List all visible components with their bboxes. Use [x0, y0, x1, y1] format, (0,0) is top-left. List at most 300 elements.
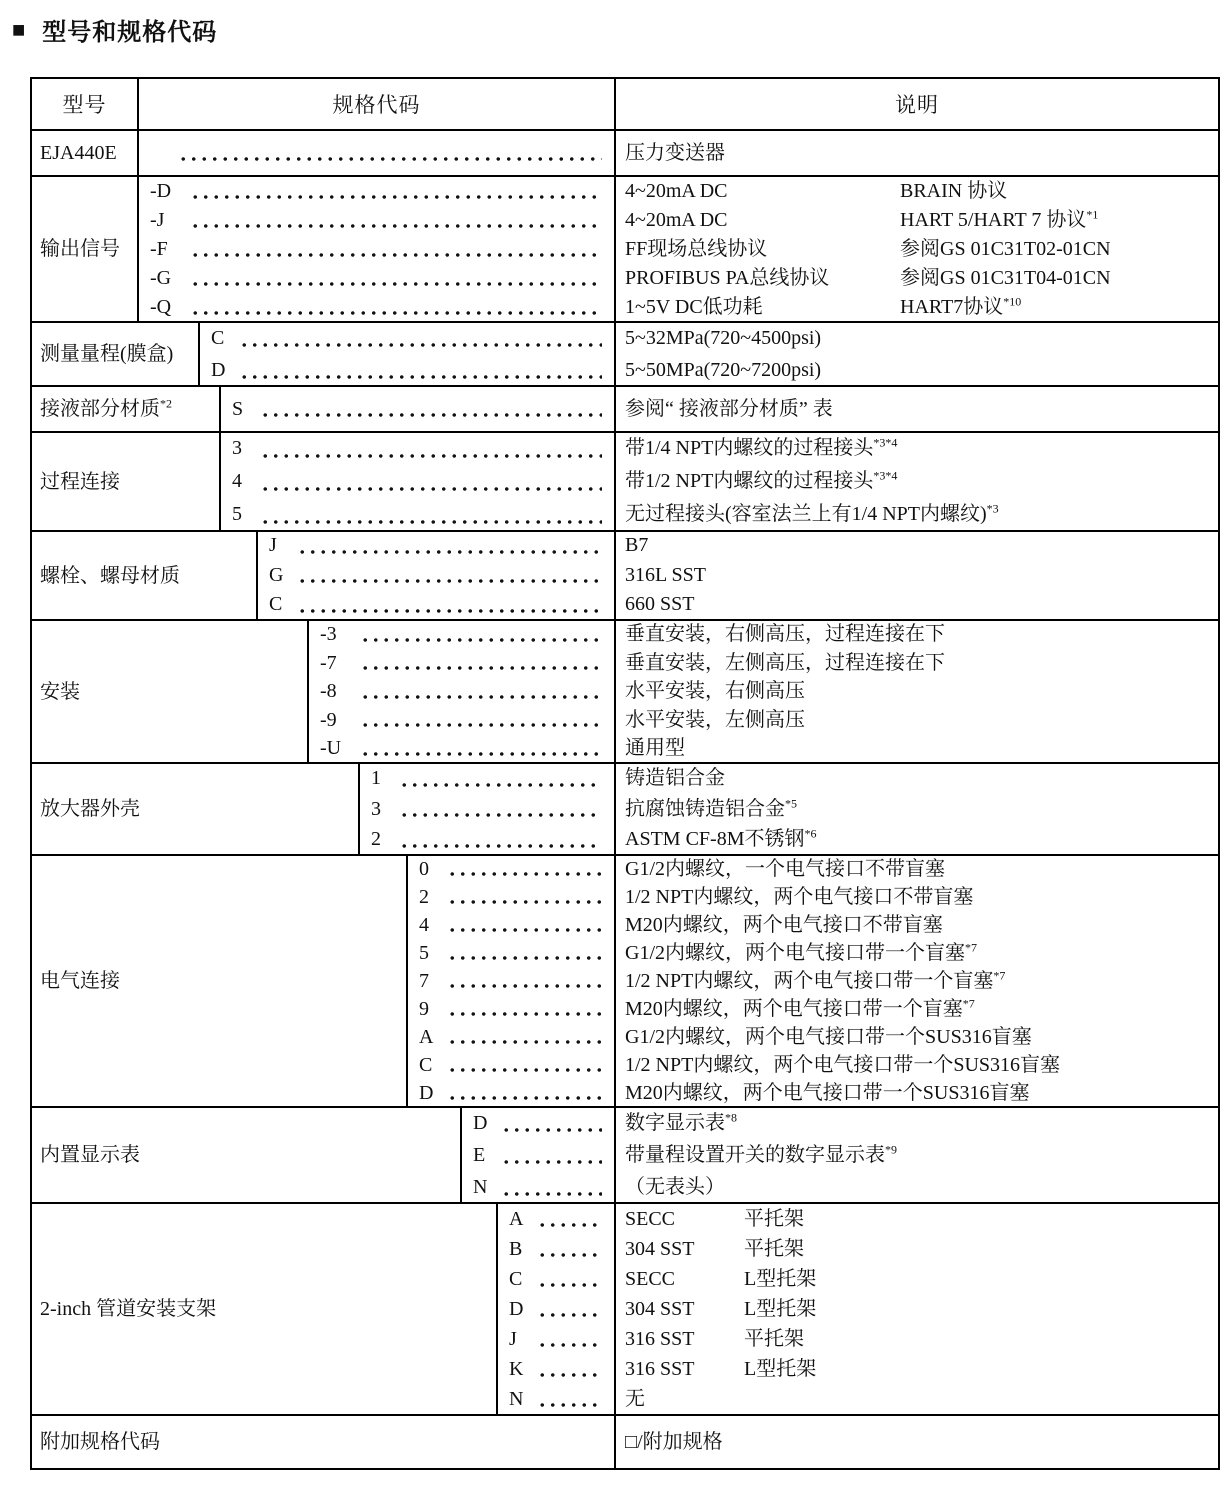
code-line — [211, 322, 614, 354]
dot-leader — [537, 1403, 602, 1407]
code-value: G — [269, 563, 284, 586]
dot-leader — [501, 1128, 602, 1132]
row-label-text: 测量量程(膜盒) — [40, 343, 174, 365]
dot-leader — [360, 723, 602, 727]
dot-leader — [239, 343, 602, 347]
desc-line — [625, 1294, 1218, 1324]
dot-leader — [297, 609, 602, 613]
desc-text: 带1/2 NPT内螺纹的过程接头$^{*3*4}$ — [625, 468, 898, 492]
spec-row-2 — [32, 175, 1218, 321]
code-value: -3 — [320, 623, 337, 646]
code-cell — [498, 1204, 614, 1414]
code-line — [150, 264, 614, 293]
page-title: 型号和规格代码 — [42, 19, 218, 46]
desc-cell — [614, 387, 1218, 431]
dot-leader — [447, 956, 602, 960]
section-title — [12, 12, 1227, 47]
dot-leader — [399, 813, 602, 817]
desc-text: 水平安装，右侧高压 — [625, 680, 805, 703]
desc-text-col2: 参阅GS 01C31T04-01CN — [900, 266, 1111, 289]
dot-leader — [190, 224, 602, 228]
code-line — [320, 706, 614, 735]
code-line — [473, 1139, 614, 1171]
desc-text: 1~5V DC低功耗 — [625, 295, 763, 318]
dot-leader — [297, 579, 602, 583]
dot-leader — [399, 783, 602, 787]
desc-line — [625, 967, 1218, 995]
desc-text: G1/2内螺纹，两个电气接口带一个SUS316盲塞 — [625, 1026, 1032, 1048]
code-line — [150, 139, 614, 168]
code-value: -F — [150, 237, 168, 260]
desc-line — [625, 293, 1218, 322]
dot-leader — [447, 1012, 602, 1016]
code-line — [320, 677, 614, 706]
desc-text: M20内螺纹，两个电气接口带一个SUS316盲塞 — [625, 1082, 1030, 1104]
desc-line — [625, 824, 1218, 855]
dot-leader — [260, 413, 602, 417]
desc-line — [625, 911, 1218, 939]
desc-text: M20内螺纹，两个电气接口带一个盲塞$^{*7}$ — [625, 996, 975, 1020]
desc-cell — [614, 764, 1218, 854]
desc-line — [625, 1204, 1218, 1234]
code-cell — [221, 433, 614, 530]
dot-leader — [190, 195, 602, 199]
code-line — [232, 498, 614, 531]
dot-leader — [360, 752, 602, 756]
code-value: -9 — [320, 708, 337, 731]
desc-text-col2: HART 5/HART 7 协议$^{*1}$ — [900, 206, 1099, 231]
code-line — [269, 590, 614, 620]
spec-row-4 — [32, 385, 1218, 431]
dot-leader — [537, 1223, 602, 1227]
dot-leader — [447, 984, 602, 988]
desc-text: 316L SST — [625, 563, 706, 586]
row-label-text: 螺栓、螺母材质 — [40, 564, 180, 587]
code-line — [232, 465, 614, 498]
desc-line — [625, 763, 1218, 794]
desc-line — [625, 995, 1218, 1023]
dot-leader — [360, 638, 602, 642]
desc-text: 垂直安装，右侧高压，过程连接在下 — [625, 623, 945, 646]
code-value — [150, 139, 176, 168]
desc-sup: *8 — [725, 1110, 737, 1125]
code-line — [509, 1324, 614, 1354]
code-line — [509, 1264, 614, 1294]
desc-text-col2: L型托架 — [744, 1298, 817, 1320]
code-line — [150, 293, 614, 322]
row-label-text: EJA440E — [40, 142, 117, 164]
desc-line — [625, 177, 1218, 206]
row-label — [32, 532, 258, 619]
desc-text: □/附加规格 — [625, 1430, 723, 1453]
desc-text: B7 — [625, 534, 649, 557]
code-line — [473, 1107, 614, 1139]
dot-leader — [447, 928, 602, 932]
code-value: 3 — [232, 437, 242, 459]
dot-leader — [501, 1192, 602, 1196]
desc-sup: *3*4 — [873, 435, 898, 450]
desc-line — [625, 322, 1218, 354]
desc-text: 1/2 NPT内螺纹，两个电气接口不带盲塞 — [625, 886, 974, 908]
desc-sup: *3 — [986, 501, 999, 516]
code-value: 3 — [371, 797, 381, 820]
desc-line — [625, 855, 1218, 883]
spec-row-6 — [32, 530, 1218, 619]
code-line — [419, 911, 614, 939]
desc-text: SECC — [625, 1268, 676, 1290]
dot-leader — [501, 1160, 602, 1164]
code-line — [232, 395, 614, 424]
code-line — [320, 620, 614, 649]
row-label-text: 安装 — [40, 680, 80, 703]
desc-line — [625, 1354, 1218, 1384]
row-label — [32, 1204, 498, 1414]
code-line — [269, 531, 614, 561]
header-description: 说明 — [614, 79, 1218, 129]
row-label-text: 输出信号 — [40, 238, 120, 260]
spec-row-5 — [32, 431, 1218, 530]
code-line — [509, 1204, 614, 1234]
desc-line — [625, 354, 1218, 386]
row-label-text: 附加规格代码 — [40, 1431, 160, 1453]
dot-leader — [360, 666, 602, 670]
code-value: 0 — [419, 858, 429, 880]
code-cell — [360, 764, 614, 854]
row-label — [32, 131, 139, 175]
desc-line — [625, 561, 1218, 591]
spec-row-8 — [32, 762, 1218, 854]
code-cell — [200, 323, 614, 385]
code-line — [419, 995, 614, 1023]
code-cell — [309, 621, 614, 762]
code-line — [150, 177, 614, 206]
row-label — [32, 764, 360, 854]
row-label — [32, 387, 221, 431]
dot-leader — [399, 844, 602, 848]
desc-text: 通用型 — [625, 737, 685, 760]
desc-text: 垂直安装，左侧高压，过程连接在下 — [625, 651, 945, 674]
dot-leader — [190, 253, 602, 257]
desc-line — [625, 1234, 1218, 1264]
row-label-text: 放大器外壳 — [40, 798, 140, 820]
desc-line — [625, 1139, 1218, 1171]
row-label-text: 过程连接 — [40, 470, 120, 493]
row-label — [32, 1416, 614, 1468]
row-label — [32, 621, 309, 762]
desc-line — [625, 264, 1218, 293]
desc-text-col2: L型托架 — [744, 1358, 817, 1380]
desc-text: 316 SST — [625, 1328, 695, 1350]
dot-leader — [190, 282, 602, 286]
code-line — [320, 649, 614, 678]
desc-text: 5~32MPa(720~4500psi) — [625, 327, 822, 349]
spec-row-7 — [32, 619, 1218, 762]
code-line — [419, 855, 614, 883]
code-line — [509, 1354, 614, 1384]
desc-line — [625, 649, 1218, 678]
row-label-text: 内置显示表 — [40, 1144, 140, 1166]
code-line — [269, 561, 614, 591]
code-line — [371, 824, 614, 855]
code-value: D — [509, 1298, 524, 1320]
desc-sup: *5 — [785, 796, 797, 811]
desc-line — [625, 531, 1218, 561]
code-line — [419, 1023, 614, 1051]
desc-text-col2: 平托架 — [744, 1238, 804, 1260]
dot-leader — [537, 1343, 602, 1347]
code-value: 5 — [419, 942, 429, 964]
desc-cell — [614, 131, 1218, 175]
code-value: -U — [320, 737, 342, 760]
code-line — [320, 734, 614, 763]
row-label — [32, 323, 200, 385]
desc-sup: *9 — [885, 1142, 897, 1157]
desc-line — [625, 1171, 1218, 1203]
code-line — [211, 354, 614, 386]
model-spec-table — [30, 77, 1220, 1470]
dot-leader — [447, 900, 602, 904]
desc-text-col2: 平托架 — [744, 1328, 804, 1350]
desc-line — [625, 677, 1218, 706]
code-value: 9 — [419, 998, 429, 1020]
desc-line — [625, 432, 1218, 465]
desc-text-col2: HART7协议$^{*10}$ — [900, 293, 1022, 318]
desc-text: SECC — [625, 1208, 676, 1230]
code-cell — [462, 1108, 614, 1202]
desc-line — [625, 1324, 1218, 1354]
code-value: -J — [150, 208, 165, 231]
desc-text: 无过程接头(容室法兰上有1/4 NPT内螺纹)$^{*3}$ — [625, 501, 999, 525]
desc-text: 4~20mA DC — [625, 208, 728, 231]
desc-sup: *1 — [1086, 206, 1099, 221]
code-value: -D — [150, 179, 172, 202]
code-value: 7 — [419, 970, 429, 992]
desc-sup: *6 — [804, 826, 817, 841]
code-value: C — [509, 1268, 523, 1290]
dot-leader — [447, 1096, 602, 1100]
code-value: A — [509, 1208, 524, 1230]
desc-line — [625, 395, 1218, 424]
desc-sup: *3*4 — [873, 468, 898, 483]
code-value: -8 — [320, 680, 337, 703]
spec-row-9 — [32, 854, 1218, 1106]
desc-line — [625, 1107, 1218, 1139]
dot-leader — [447, 1068, 602, 1072]
desc-text-col2: BRAIN 协议 — [900, 179, 1008, 202]
dot-leader — [260, 520, 602, 524]
code-value: C — [269, 593, 283, 616]
spec-row-3 — [32, 321, 1218, 385]
dot-leader — [447, 1040, 602, 1044]
header-spec-code: 规格代码 — [332, 94, 421, 117]
dot-leader — [537, 1283, 602, 1287]
desc-line — [625, 235, 1218, 264]
desc-line — [625, 1384, 1218, 1414]
code-value: 4 — [419, 914, 429, 936]
desc-line — [625, 206, 1218, 235]
desc-line — [625, 706, 1218, 735]
desc-line — [625, 498, 1218, 531]
code-line — [419, 967, 614, 995]
desc-text: 660 SST — [625, 593, 695, 616]
code-value: A — [419, 1026, 434, 1048]
desc-text: 参阅“ 接液部分材质” 表 — [625, 397, 833, 420]
table-header-row — [32, 79, 1218, 129]
code-value: -G — [150, 266, 172, 289]
desc-text-col2: 平托架 — [744, 1208, 804, 1230]
desc-line — [625, 1051, 1218, 1079]
desc-text: G1/2内螺纹，一个电气接口不带盲塞 — [625, 858, 945, 880]
code-line — [232, 432, 614, 465]
code-value: -7 — [320, 651, 337, 674]
desc-text: PROFIBUS PA总线协议 — [625, 266, 830, 289]
section-marker-icon: ■ — [12, 16, 27, 42]
code-value: 1 — [371, 767, 381, 790]
row-label — [32, 433, 221, 530]
code-value: E — [473, 1144, 486, 1166]
code-cell — [408, 856, 614, 1106]
desc-sup: *7 — [993, 968, 1006, 983]
dot-leader — [537, 1373, 602, 1377]
desc-text: G1/2内螺纹，两个电气接口带一个盲塞$^{*7}$ — [625, 940, 977, 964]
desc-text: 5~50MPa(720~7200psi) — [625, 359, 822, 381]
desc-text: 304 SST — [625, 1238, 695, 1260]
desc-text: 1/2 NPT内螺纹，两个电气接口带一个盲塞$^{*7}$ — [625, 968, 1006, 992]
desc-cell — [614, 1416, 1218, 1468]
desc-cell — [614, 1108, 1218, 1202]
desc-text: ASTM CF-8M不锈钢$^{*6}$ — [625, 826, 817, 851]
row-label-text: 2-inch 管道安装支架 — [40, 1298, 217, 1320]
desc-text: 1/2 NPT内螺纹，两个电气接口带一个SUS316盲塞 — [625, 1054, 1061, 1076]
dot-leader — [190, 311, 602, 315]
code-value: J — [509, 1328, 517, 1350]
desc-text: 4~20mA DC — [625, 179, 728, 202]
desc-text-col2: L型托架 — [744, 1268, 817, 1290]
desc-text: 抗腐蚀铸造铝合金$^{*5}$ — [625, 796, 797, 820]
desc-line — [625, 734, 1218, 763]
header-model: 型号 — [32, 79, 139, 129]
code-line — [371, 763, 614, 794]
desc-text-col2: 参阅GS 01C31T02-01CN — [900, 237, 1111, 260]
code-value: J — [269, 534, 277, 557]
code-line — [509, 1384, 614, 1414]
desc-text: M20内螺纹，两个电气接口不带盲塞 — [625, 914, 943, 936]
dot-leader — [239, 375, 602, 379]
desc-cell — [614, 177, 1218, 321]
desc-line — [625, 883, 1218, 911]
code-value: K — [509, 1358, 524, 1380]
desc-text: 带量程设置开关的数字显示表$^{*9}$ — [625, 1142, 897, 1166]
code-value: 2 — [371, 828, 381, 851]
code-value: D — [473, 1112, 488, 1134]
spec-row-11 — [32, 1202, 1218, 1414]
dot-leader — [360, 695, 602, 699]
row-label-text: 接液部分材质$^{*2}$ — [40, 396, 172, 420]
desc-line — [625, 465, 1218, 498]
dot-leader — [297, 550, 602, 554]
code-line — [509, 1294, 614, 1324]
code-value: -Q — [150, 295, 172, 318]
code-value: C — [419, 1054, 433, 1076]
code-value: N — [473, 1176, 488, 1198]
row-label — [32, 177, 139, 321]
desc-cell — [614, 1204, 1218, 1414]
desc-line — [625, 1023, 1218, 1051]
code-line — [419, 939, 614, 967]
desc-text: 数字显示表$^{*8}$ — [625, 1110, 737, 1134]
row-label-sup: *2 — [160, 396, 172, 411]
desc-cell — [614, 433, 1218, 530]
code-line — [419, 1079, 614, 1107]
desc-text: FF现场总线协议 — [625, 237, 768, 260]
desc-cell — [614, 323, 1218, 385]
code-line — [419, 883, 614, 911]
dot-leader — [537, 1253, 602, 1257]
desc-line — [625, 620, 1218, 649]
desc-text: 压力变送器 — [625, 141, 725, 164]
desc-text: 304 SST — [625, 1298, 695, 1320]
code-line — [150, 235, 614, 264]
dot-leader — [447, 872, 602, 876]
desc-cell — [614, 621, 1218, 762]
dot-leader — [260, 454, 602, 458]
spec-row-1 — [32, 129, 1218, 175]
spec-row-10 — [32, 1106, 1218, 1202]
code-value: S — [232, 397, 244, 420]
code-value: N — [509, 1388, 524, 1410]
desc-line — [625, 590, 1218, 620]
desc-text: 水平安装，左侧高压 — [625, 708, 805, 731]
code-cell — [139, 131, 614, 175]
desc-line — [625, 1428, 1218, 1457]
desc-line — [625, 1079, 1218, 1107]
row-label-text: 电气连接 — [40, 970, 120, 992]
desc-cell — [614, 856, 1218, 1106]
code-line — [419, 1051, 614, 1079]
code-cell — [139, 177, 614, 321]
code-value: D — [211, 359, 226, 381]
spec-table-body — [32, 129, 1218, 1468]
desc-text: 无 — [625, 1388, 645, 1410]
desc-text: 316 SST — [625, 1358, 695, 1380]
row-label — [32, 856, 408, 1106]
code-line — [150, 206, 614, 235]
code-line — [509, 1234, 614, 1264]
code-line — [473, 1171, 614, 1203]
desc-line — [625, 1264, 1218, 1294]
desc-line — [625, 139, 1218, 168]
code-cell — [258, 532, 614, 619]
code-value: D — [419, 1082, 434, 1104]
dot-leader — [178, 157, 602, 161]
desc-text: 铸造铝合金 — [625, 767, 725, 790]
desc-sup: *7 — [962, 996, 975, 1011]
desc-sup: *10 — [1003, 293, 1022, 308]
desc-line — [625, 794, 1218, 825]
desc-line — [625, 939, 1218, 967]
code-value: 2 — [419, 886, 429, 908]
code-value: B — [509, 1238, 523, 1260]
dot-leader — [537, 1313, 602, 1317]
dot-leader — [260, 487, 602, 491]
desc-sup: *7 — [965, 940, 977, 955]
code-value: C — [211, 327, 225, 349]
code-line — [371, 794, 614, 825]
desc-text: （无表头） — [625, 1176, 725, 1198]
code-value: 5 — [232, 503, 242, 525]
code-cell — [221, 387, 614, 431]
code-value: 4 — [232, 470, 242, 492]
